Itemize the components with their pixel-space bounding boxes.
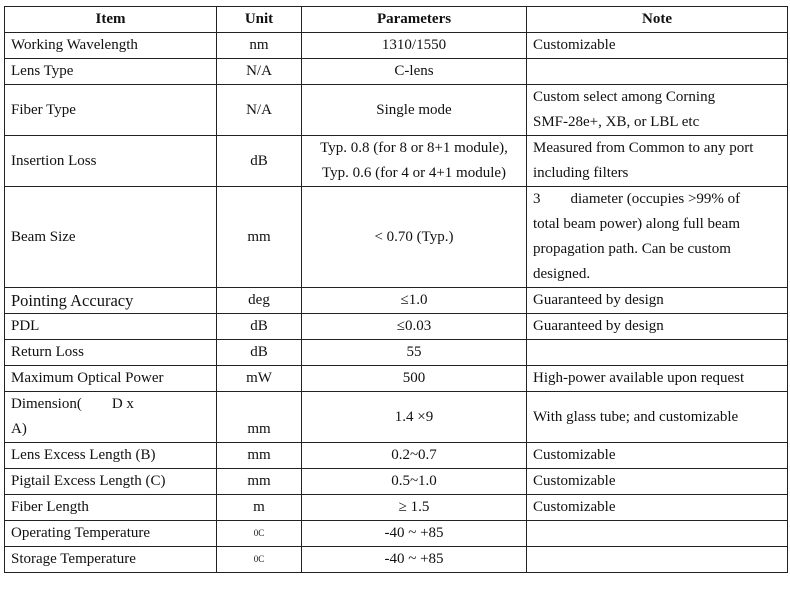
parameter-cell: 55 (302, 340, 527, 366)
note-line: including filters (533, 165, 629, 181)
table-row (5, 314, 788, 340)
table-row (5, 392, 788, 443)
note-text: diameter (occupies >99% of (570, 191, 741, 207)
parameter-cell: ≤1.0 (302, 288, 527, 314)
unit-cell: nm (217, 33, 302, 59)
unit-cell: mm (217, 187, 302, 288)
unit-cell: N/A (217, 85, 302, 136)
item-cell: Return Loss (5, 340, 217, 366)
header-unit: Unit (217, 7, 302, 33)
parameter-cell: C-lens (302, 59, 527, 85)
note-cell: With glass tube; and customizable (527, 392, 788, 443)
table-row (5, 59, 788, 85)
unit-cell: 0C (217, 521, 302, 547)
note-line (533, 187, 781, 212)
parameter-cell: -40 ~ +85 (302, 547, 527, 573)
unit-cell: mW (217, 366, 302, 392)
note-cell: Customizable (527, 495, 788, 521)
unit-cell: mm (217, 469, 302, 495)
table-row (5, 443, 788, 469)
parameter-cell (302, 136, 527, 187)
unit-cell: dB (217, 340, 302, 366)
item-cell: Insertion Loss (5, 136, 217, 187)
note-line: total beam power) along full beam (533, 216, 741, 232)
parameter-cell: < 0.70 (Typ.) (302, 187, 527, 288)
item-cell: Beam Size (5, 187, 217, 288)
header-parameters: Parameters (302, 7, 527, 33)
note-line: SMF-28e+, XB, or LBL etc (533, 114, 700, 130)
parameter-cell: 0.5~1.0 (302, 469, 527, 495)
note-line: propagation path. Can be custom (533, 241, 731, 257)
note-cell: High-power available upon request (527, 366, 788, 392)
unit-cell: dB (217, 136, 302, 187)
note-cell (527, 340, 788, 366)
note-cell (527, 187, 788, 288)
unit-cell: mm (217, 443, 302, 469)
parameter-line: Typ. 0.8 (for 8 or 8+1 module), (320, 140, 508, 156)
table-row (5, 366, 788, 392)
specification-table (4, 6, 788, 573)
item-cell (5, 392, 217, 443)
table-row (5, 33, 788, 59)
parameter-cell: 500 (302, 366, 527, 392)
note-cell: Customizable (527, 443, 788, 469)
parameter-cell: -40 ~ +85 (302, 521, 527, 547)
item-line (11, 392, 210, 417)
unit-cell: 0C (217, 547, 302, 573)
note-prefix: 3 (533, 191, 541, 207)
item-cell: Operating Temperature (5, 521, 217, 547)
note-cell: Customizable (527, 33, 788, 59)
item-cell: Lens Excess Length (B) (5, 443, 217, 469)
note-cell: Guaranteed by design (527, 314, 788, 340)
table-row (5, 187, 788, 288)
parameter-cell: Single mode (302, 85, 527, 136)
note-cell: Guaranteed by design (527, 288, 788, 314)
note-line: designed. (533, 266, 591, 282)
item-cell: Working Wavelength (5, 33, 217, 59)
unit-cell: dB (217, 314, 302, 340)
item-cell: PDL (5, 314, 217, 340)
item-text: Dimension (11, 396, 77, 412)
note-cell (527, 547, 788, 573)
parameter-cell: ≥ 1.5 (302, 495, 527, 521)
item-cell: Lens Type (5, 59, 217, 85)
item-cell: Maximum Optical Power (5, 366, 217, 392)
item-cell: Pigtail Excess Length (C) (5, 469, 217, 495)
table-row (5, 136, 788, 187)
note-line: Custom select among Corning (533, 89, 716, 105)
note-cell (527, 59, 788, 85)
unit-cell: mm (217, 392, 302, 443)
header-note: Note (527, 7, 788, 33)
item-text: ( (76, 396, 82, 412)
table-row (5, 495, 788, 521)
parameter-cell: 0.2~0.7 (302, 443, 527, 469)
table-row (5, 521, 788, 547)
header-item: Item (5, 7, 217, 33)
unit-cell: N/A (217, 59, 302, 85)
parameter-cell: 1.4 ×9 (302, 392, 527, 443)
unit-cell: deg (217, 288, 302, 314)
note-cell: Customizable (527, 469, 788, 495)
note-cell (527, 136, 788, 187)
table-row (5, 288, 788, 314)
note-cell (527, 85, 788, 136)
item-cell: Fiber Length (5, 495, 217, 521)
item-cell: Fiber Type (5, 85, 217, 136)
parameter-cell: 1310/1550 (302, 33, 527, 59)
table-row (5, 547, 788, 573)
table-row (5, 469, 788, 495)
note-cell (527, 521, 788, 547)
item-text: D x (111, 396, 134, 412)
parameter-cell: ≤0.03 (302, 314, 527, 340)
item-cell: Pointing Accuracy (5, 288, 217, 314)
item-cell: Storage Temperature (5, 547, 217, 573)
unit-cell: m (217, 495, 302, 521)
item-line: A) (11, 421, 27, 437)
table-header-row (5, 7, 788, 33)
note-line: Measured from Common to any port (533, 140, 754, 156)
table-row (5, 340, 788, 366)
table-row (5, 85, 788, 136)
parameter-line: Typ. 0.6 (for 4 or 4+1 module) (321, 165, 507, 181)
